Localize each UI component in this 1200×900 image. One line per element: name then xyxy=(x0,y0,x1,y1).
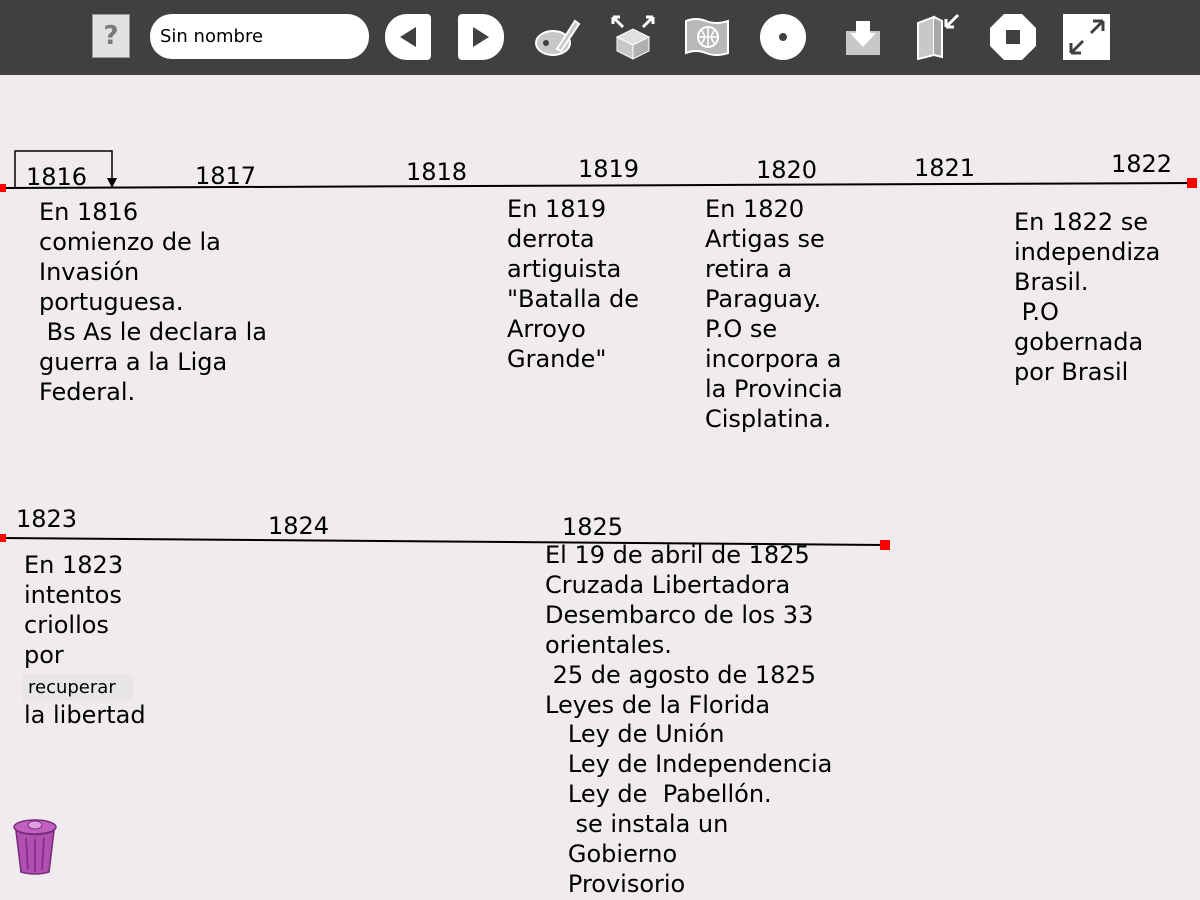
trash-button[interactable] xyxy=(12,818,58,876)
year-label[interactable]: 1822 xyxy=(1111,150,1173,178)
line-end-handle[interactable] xyxy=(880,540,890,550)
event-note-1819[interactable]: En 1819 derrota artiguista "Batalla de Arroyo Grande" xyxy=(507,195,639,373)
year-label[interactable]: 1823 xyxy=(16,505,78,533)
event-note-1820[interactable]: En 1820 Artigas se retira a Paraguay. P.O se incorpora a la Provincia Cisplatina. xyxy=(705,195,843,433)
line-start-handle[interactable] xyxy=(0,534,6,542)
event-note-1823-end[interactable]: la libertad xyxy=(24,701,146,729)
event-note-1816[interactable]: En 1816 comienzo de la Invasión portuguesa. Bs As le declara la guerra a la Liga Federal. xyxy=(39,198,267,406)
year-label[interactable]: 1824 xyxy=(268,512,330,540)
year-label[interactable]: 1818 xyxy=(406,158,468,186)
event-note-1823-word[interactable]: recuperar xyxy=(22,674,133,701)
trash-icon xyxy=(12,818,58,876)
line-end-handle[interactable] xyxy=(1187,178,1197,188)
year-label[interactable]: 1819 xyxy=(578,155,640,183)
line-start-handle[interactable] xyxy=(0,184,6,192)
event-note-1825[interactable]: El 19 de abril de 1825 Cruzada Libertadora Desembarco de los 33 orientales. 25 de agosto de 1825 Leyes de la Florida Ley de Unión Ley de Independencia Ley de Pabellón. se instala un Gobierno Provisorio xyxy=(545,541,833,898)
year-label[interactable]: 1825 xyxy=(562,513,624,541)
event-note-1823[interactable]: En 1823 intentos criollos por xyxy=(24,551,124,669)
year-label[interactable]: 1816 xyxy=(26,163,88,191)
event-note-1822[interactable]: En 1822 se independiza Brasil. P.O gobernada por Brasil xyxy=(1014,208,1161,386)
year-label[interactable]: 1817 xyxy=(195,162,257,190)
year-label[interactable]: 1820 xyxy=(756,156,818,184)
year-label[interactable]: 1821 xyxy=(914,154,976,182)
help-icon: ? xyxy=(103,21,119,51)
